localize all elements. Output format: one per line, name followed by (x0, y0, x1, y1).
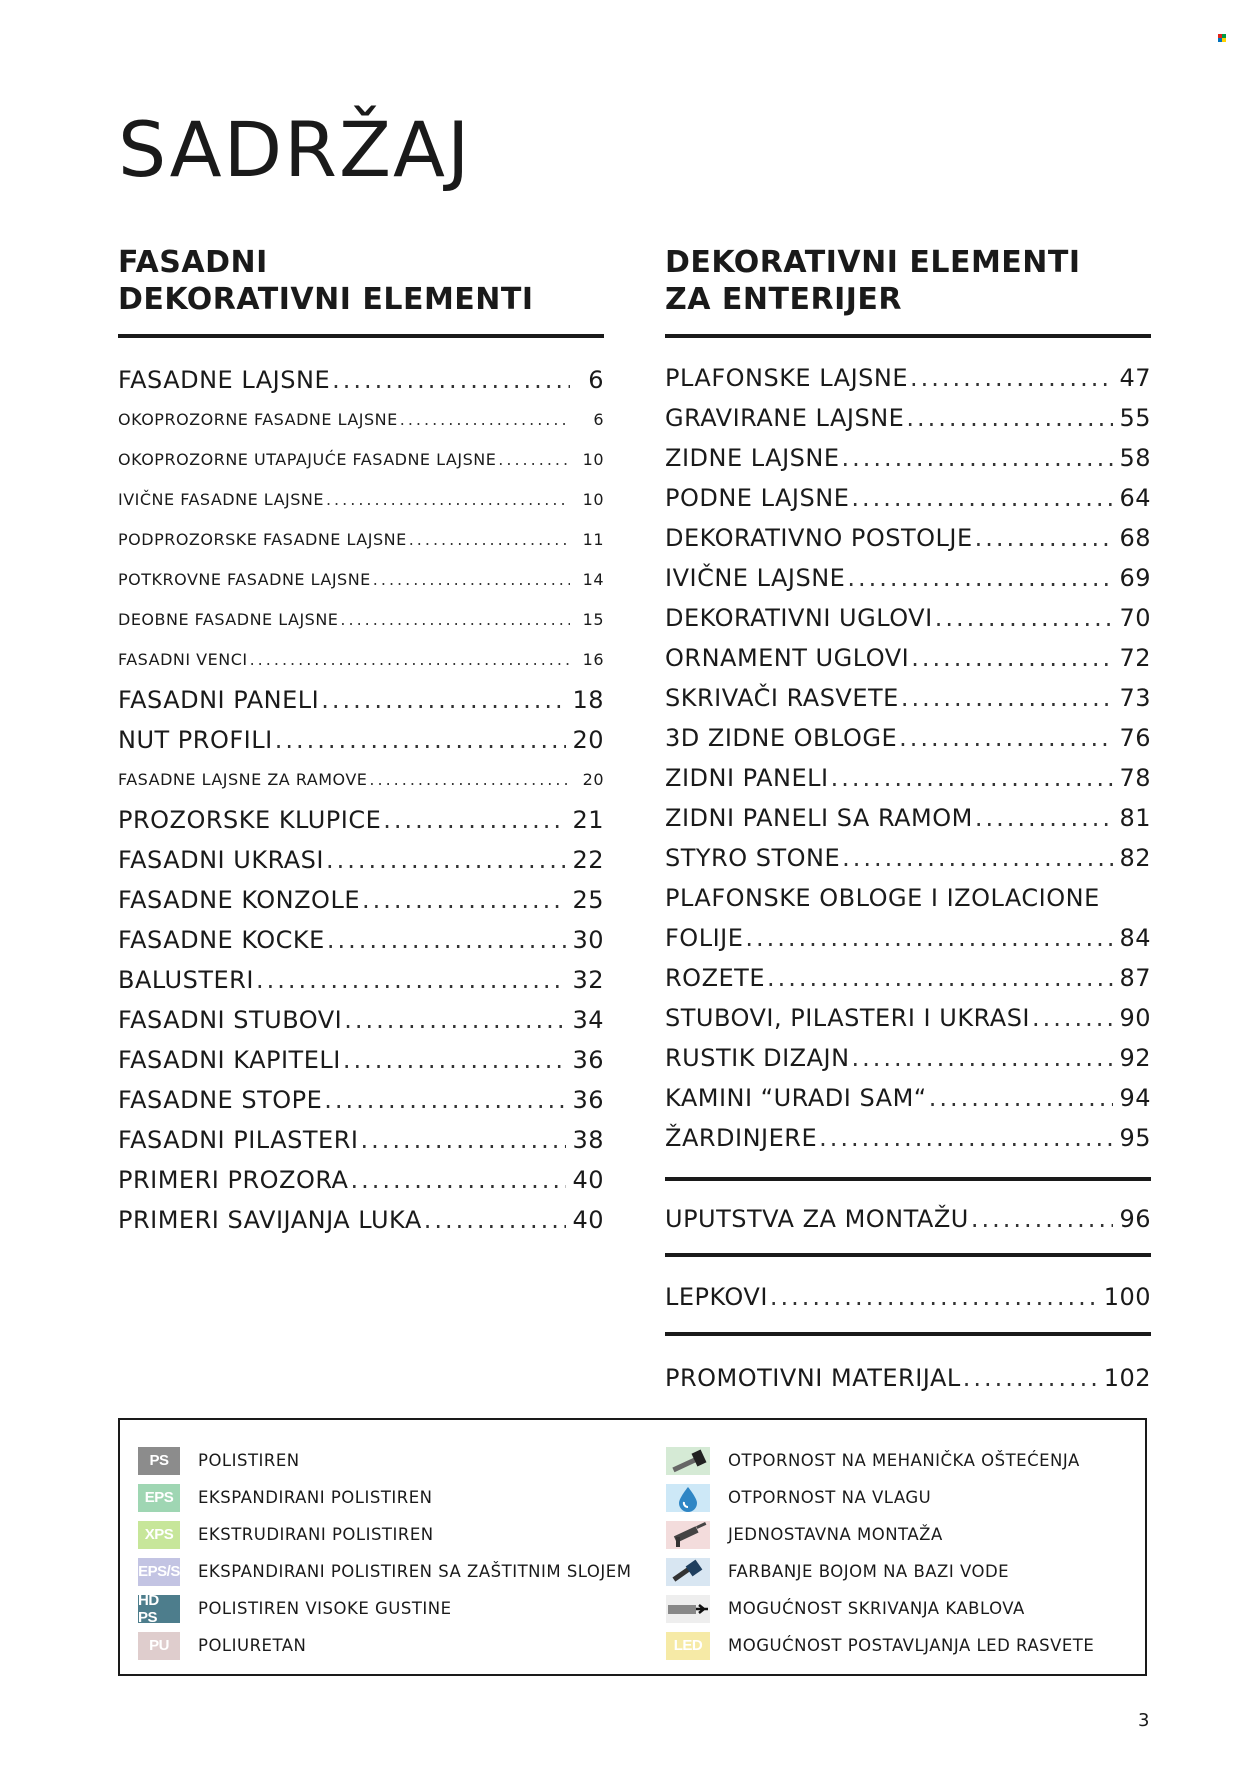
legend-item (138, 1553, 631, 1590)
legend-item (138, 1590, 631, 1627)
toc-entry-label: ORNAMENT UGLOVI (665, 644, 910, 672)
dot-leader (1032, 998, 1113, 1038)
dot-leader (424, 1200, 567, 1240)
toc-entry-page: 70 (1119, 604, 1151, 632)
toc-entry-label: PODNE LAJSNE (665, 484, 850, 512)
legend-item (138, 1442, 631, 1479)
toc-entry-label: FASADNI VENCI (118, 650, 248, 669)
toc-entry-label: 3D ZIDNE OBLOGE (665, 724, 898, 752)
toc-entry-label: DEKORATIVNO POSTOLJE (665, 524, 973, 552)
divider (665, 1253, 1151, 1257)
legend-label: POLIURETAN (198, 1636, 307, 1655)
legend-properties (666, 1442, 1094, 1664)
toc-entry-page: 73 (1119, 684, 1151, 712)
toc-entry-page: 10 (582, 450, 604, 469)
dot-leader (975, 798, 1114, 838)
toc-entry-page: 20 (582, 770, 604, 789)
toc-entry[interactable] (118, 720, 604, 760)
toc-entry-page: 18 (572, 686, 604, 714)
toc-entry-label: PRIMERI SAVIJANJA LUKA (118, 1206, 422, 1234)
toc-entry[interactable] (665, 758, 1151, 798)
toc-entry[interactable] (118, 440, 604, 480)
material-badge-icon: XPS (138, 1521, 180, 1549)
toc-entry[interactable]: UPUTSTVA ZA MONTAŽU ..... 96 (665, 1199, 1151, 1239)
dot-leader (362, 880, 566, 920)
toc-entry-page: 6 (588, 366, 604, 394)
toc-entry-label: NUT PROFILI (118, 726, 273, 754)
material-badge-icon: PS (138, 1447, 180, 1475)
dot-leader (400, 400, 570, 440)
toc-entry[interactable] (665, 478, 1151, 518)
toc-entry-label: FASADNE KONZOLE (118, 886, 360, 914)
toc-entry[interactable] (665, 798, 1151, 838)
toc-entry-page: 6 (593, 410, 604, 429)
toc-entry[interactable] (118, 400, 604, 440)
toc-entry-page: 82 (1119, 844, 1151, 872)
toc-entry-page: 68 (1119, 524, 1151, 552)
toc-entry-label: ZIDNE LAJSNE (665, 444, 840, 472)
toc-entry[interactable] (118, 520, 604, 560)
dot-leader (901, 678, 1114, 718)
legend-item: FARBANJE BOJOM NA BAZI VODE (666, 1553, 1094, 1590)
corner-mark (1218, 34, 1228, 44)
section-lepkovi (665, 1253, 1151, 1317)
dot-leader (350, 1160, 566, 1200)
toc-entry[interactable] (665, 638, 1151, 678)
cable-icon (666, 1595, 710, 1623)
column-heading: DEKORATIVNI ELEMENTI ZA ENTERIJER (665, 245, 1081, 317)
page-number: 3 (1138, 1710, 1150, 1731)
toc-entry-page: 47 (1119, 364, 1151, 392)
toc-entry-page: 40 (572, 1166, 604, 1194)
toc-entry[interactable] (665, 598, 1151, 638)
toc-entry[interactable] (665, 998, 1151, 1038)
toc-entry-label: ZIDNI PANELI (665, 764, 829, 792)
section-montaza (665, 1177, 1151, 1239)
legend-item (138, 1516, 631, 1553)
dot-leader (369, 760, 570, 800)
toc-entry-page: 76 (1119, 724, 1151, 752)
toc-entry[interactable] (665, 398, 1151, 438)
toc-entry-page: 58 (1119, 444, 1151, 472)
toc-entry-label: GRAVIRANE LAJSNE (665, 404, 905, 432)
water-drop-icon (666, 1484, 710, 1512)
dot-leader (975, 518, 1114, 558)
toc-entry-page: 78 (1119, 764, 1151, 792)
toc-entry-page: 36 (572, 1086, 604, 1114)
toc-entry[interactable] (665, 1118, 1151, 1158)
toc-entry-label: ŽARDINJERE (665, 1124, 818, 1152)
toc-entry-page: 30 (572, 926, 604, 954)
divider (665, 334, 1151, 338)
legend-item: JEDNOSTAVNA MONTAŽA (666, 1516, 1094, 1553)
toc-entry-page: 69 (1119, 564, 1151, 592)
dot-leader (409, 520, 570, 560)
dot-leader (250, 640, 570, 680)
toc-entry-label: SKRIVAČI RASVETE (665, 684, 899, 712)
toc-entry-page: 34 (572, 1006, 604, 1034)
dot-leader (360, 1120, 566, 1160)
dot-leader (842, 438, 1114, 478)
toc-entry[interactable]: LEPKOVI ..... 100 (665, 1277, 1151, 1317)
legend-label: POLISTIREN VISOKE GUSTINE (198, 1599, 452, 1618)
toc-entry[interactable] (118, 640, 604, 680)
toc-entry-label: DEKORATIVNI UGLOVI (665, 604, 933, 632)
toc-entry-label: FASADNE KOCKE (118, 926, 325, 954)
dot-leader (340, 600, 570, 640)
toc-entry-page: 20 (572, 726, 604, 754)
toc-entry-label: DEOBNE FASADNE LAJSNE (118, 610, 339, 629)
caulk-gun-icon (666, 1521, 710, 1549)
dot-leader (344, 1000, 566, 1040)
dot-leader (275, 720, 567, 760)
legend-item: OTPORNOST NA VLAGU (666, 1479, 1094, 1516)
toc-entry-label: PLAFONSKE LAJSNE (665, 364, 908, 392)
toc-entry-label: FASADNE LAJSNE ZA RAMOVE (118, 770, 368, 789)
toc-entry-label: STUBOVI, PILASTERI I UKRASI (665, 1004, 1031, 1032)
toc-entry-page: 38 (572, 1126, 604, 1154)
material-badge-icon: EPS/S (138, 1558, 180, 1586)
paintbrush-icon (666, 1558, 710, 1586)
toc-entry[interactable] (118, 760, 604, 800)
toc-entry[interactable] (118, 1120, 604, 1160)
dot-leader (326, 480, 570, 520)
toc-entry[interactable] (118, 1200, 604, 1240)
toc-entry[interactable] (118, 960, 604, 1000)
legend-item (138, 1627, 631, 1664)
dot-leader (910, 358, 1113, 398)
toc-entry-page: 25 (572, 886, 604, 914)
toc-entry[interactable] (118, 600, 604, 640)
toc-entry[interactable] (118, 1160, 604, 1200)
toc-entry-label: FASADNI PANELI (118, 686, 320, 714)
legend-item (138, 1479, 631, 1516)
page-title: SADRŽAJ (118, 105, 472, 194)
legend-item: OTPORNOST NA MEHANIČKA OŠTEĆENJA (666, 1442, 1094, 1479)
toc-entry-page: 87 (1119, 964, 1151, 992)
divider (665, 1177, 1151, 1181)
toc-entry[interactable] (118, 1040, 604, 1080)
dot-leader (498, 440, 570, 480)
toc-entry-label: RUSTIK DIZAJN (665, 1044, 850, 1072)
dot-leader (831, 758, 1114, 798)
toc-entry[interactable] (118, 840, 604, 880)
divider (118, 334, 604, 338)
legend-materials (138, 1442, 631, 1664)
led-icon: LED (666, 1632, 710, 1660)
toc-entry-label: PRIMERI PROZORA (118, 1166, 349, 1194)
toc-entry-page: 36 (572, 1046, 604, 1074)
hammer-icon (666, 1447, 710, 1475)
toc-entry-page: 81 (1119, 804, 1151, 832)
toc-entry-page: 72 (1119, 644, 1151, 672)
legend-label: POLISTIREN (198, 1451, 300, 1470)
dot-leader (256, 960, 567, 1000)
dot-leader (324, 1080, 566, 1120)
toc-list (665, 958, 1151, 1158)
legend-label: EKSPANDIRANI POLISTIREN SA ZAŠTITNIM SLOJEM (198, 1562, 632, 1581)
toc-entry-label: STYRO STONE (665, 844, 841, 872)
toc-entry[interactable] (665, 438, 1151, 478)
toc-entry-page: 14 (582, 570, 604, 589)
dot-leader (899, 718, 1113, 758)
toc-entry[interactable] (118, 680, 604, 720)
toc-entry[interactable] (665, 678, 1151, 718)
toc-entry-label: FASADNI PILASTERI (118, 1126, 359, 1154)
dot-leader (911, 638, 1113, 678)
toc-entry-page: 64 (1119, 484, 1151, 512)
toc-column-exterior (118, 244, 604, 1240)
toc-entry-page: 21 (572, 806, 604, 834)
dot-leader (332, 360, 570, 400)
toc-entry-label: IVIČNE FASADNE LAJSNE (118, 490, 324, 509)
toc-entry[interactable] (118, 360, 604, 400)
material-badge-icon: PU (138, 1632, 180, 1660)
toc-entry-label: PROZORSKE KLUPICE (118, 806, 382, 834)
legend (118, 1418, 1147, 1676)
toc-entry-page: 16 (582, 650, 604, 669)
legend-item: LED MOGUĆNOST POSTAVLJANJA LED RASVETE (666, 1627, 1094, 1664)
dot-leader (326, 840, 566, 880)
toc-entry-label: KAMINI “URADI SAM“ (665, 1084, 927, 1112)
toc-entry-label: POTKROVNE FASADNE LAJSNE (118, 570, 371, 589)
toc-entry-page: 11 (582, 530, 604, 549)
toc-entry[interactable] (665, 518, 1151, 558)
toc-entry-label: OKOPROZORNE FASADNE LAJSNE (118, 410, 398, 429)
toc-entry-label: PODPROZORSKE FASADNE LAJSNE (118, 530, 407, 549)
toc-entry-page: 15 (582, 610, 604, 629)
divider (665, 1332, 1151, 1336)
toc-entry-page: 32 (572, 966, 604, 994)
toc-entry-label: ZIDNI PANELI SA RAMOM (665, 804, 973, 832)
toc-entry[interactable] (118, 1000, 604, 1040)
toc-column-interior (665, 244, 1151, 1158)
column-heading: FASADNI DEKORATIVNI ELEMENTI (118, 245, 534, 317)
legend-label: EKSPANDIRANI POLISTIREN (198, 1488, 433, 1507)
toc-entry-page: 55 (1119, 404, 1151, 432)
legend-item: MOGUĆNOST SKRIVANJA KABLOVA (666, 1590, 1094, 1627)
toc-entry-page: 92 (1119, 1044, 1151, 1072)
toc-entry-page: 94 (1119, 1084, 1151, 1112)
toc-entry[interactable] (665, 718, 1151, 758)
toc-entry-label: OKOPROZORNE UTAPAJUĆE FASADNE LAJSNE (118, 450, 497, 469)
toc-entry[interactable] (118, 920, 604, 960)
toc-entry[interactable] (118, 800, 604, 840)
dot-leader (851, 478, 1113, 518)
toc-entry-page: 22 (572, 846, 604, 874)
toc-entry-label: BALUSTERI (118, 966, 254, 994)
toc-entry[interactable] (665, 958, 1151, 998)
toc-entry-wrap-line1[interactable]: PLAFONSKE OBLOGE I IZOLACIONE (665, 884, 1100, 912)
dot-leader (935, 598, 1114, 638)
dot-leader (373, 560, 570, 600)
dot-leader (383, 800, 566, 840)
toc-list (665, 358, 1151, 878)
toc-entry[interactable] (665, 838, 1151, 878)
toc-entry-wrap-line2[interactable]: FOLIJE ..... 84 (665, 918, 1151, 958)
toc-entry-page: 95 (1119, 1124, 1151, 1152)
material-badge-icon: EPS (138, 1484, 180, 1512)
toc-entry[interactable] (118, 560, 604, 600)
dot-leader (343, 1040, 567, 1080)
toc-entry-label: FASADNI STUBOVI (118, 1006, 343, 1034)
dot-leader (321, 680, 566, 720)
toc-entry[interactable] (665, 558, 1151, 598)
material-badge-icon: HD PS (138, 1595, 180, 1623)
toc-list (118, 360, 604, 1240)
section-promotivni (665, 1332, 1151, 1398)
dot-leader (767, 958, 1113, 998)
toc-entry-label: ROZETE (665, 964, 765, 992)
toc-entry-page: 90 (1119, 1004, 1151, 1032)
toc-entry[interactable] (665, 1038, 1151, 1078)
toc-entry[interactable] (118, 480, 604, 520)
toc-entry-page: 10 (582, 490, 604, 509)
toc-entry-label: FASADNE STOPE (118, 1086, 323, 1114)
toc-entry[interactable] (118, 1080, 604, 1120)
toc-entry-label: FASADNI UKRASI (118, 846, 324, 874)
dot-leader (847, 558, 1113, 598)
dot-leader (327, 920, 567, 960)
toc-entry[interactable] (665, 358, 1151, 398)
toc-entry[interactable]: PROMOTIVNI MATERIJAL ..... 102 (665, 1358, 1151, 1398)
dot-leader (842, 838, 1113, 878)
dot-leader (819, 1118, 1113, 1158)
toc-entry-label: IVIČNE LAJSNE (665, 564, 846, 592)
dot-leader (852, 1038, 1114, 1078)
dot-leader (906, 398, 1113, 438)
toc-entry[interactable] (665, 1078, 1151, 1118)
toc-entry-label: FASADNI KAPITELI (118, 1046, 341, 1074)
toc-entry-page: 40 (572, 1206, 604, 1234)
toc-entry[interactable] (118, 880, 604, 920)
toc-entry-label: FASADNE LAJSNE (118, 366, 331, 394)
legend-label: EKSTRUDIRANI POLISTIREN (198, 1525, 434, 1544)
dot-leader (929, 1078, 1114, 1118)
